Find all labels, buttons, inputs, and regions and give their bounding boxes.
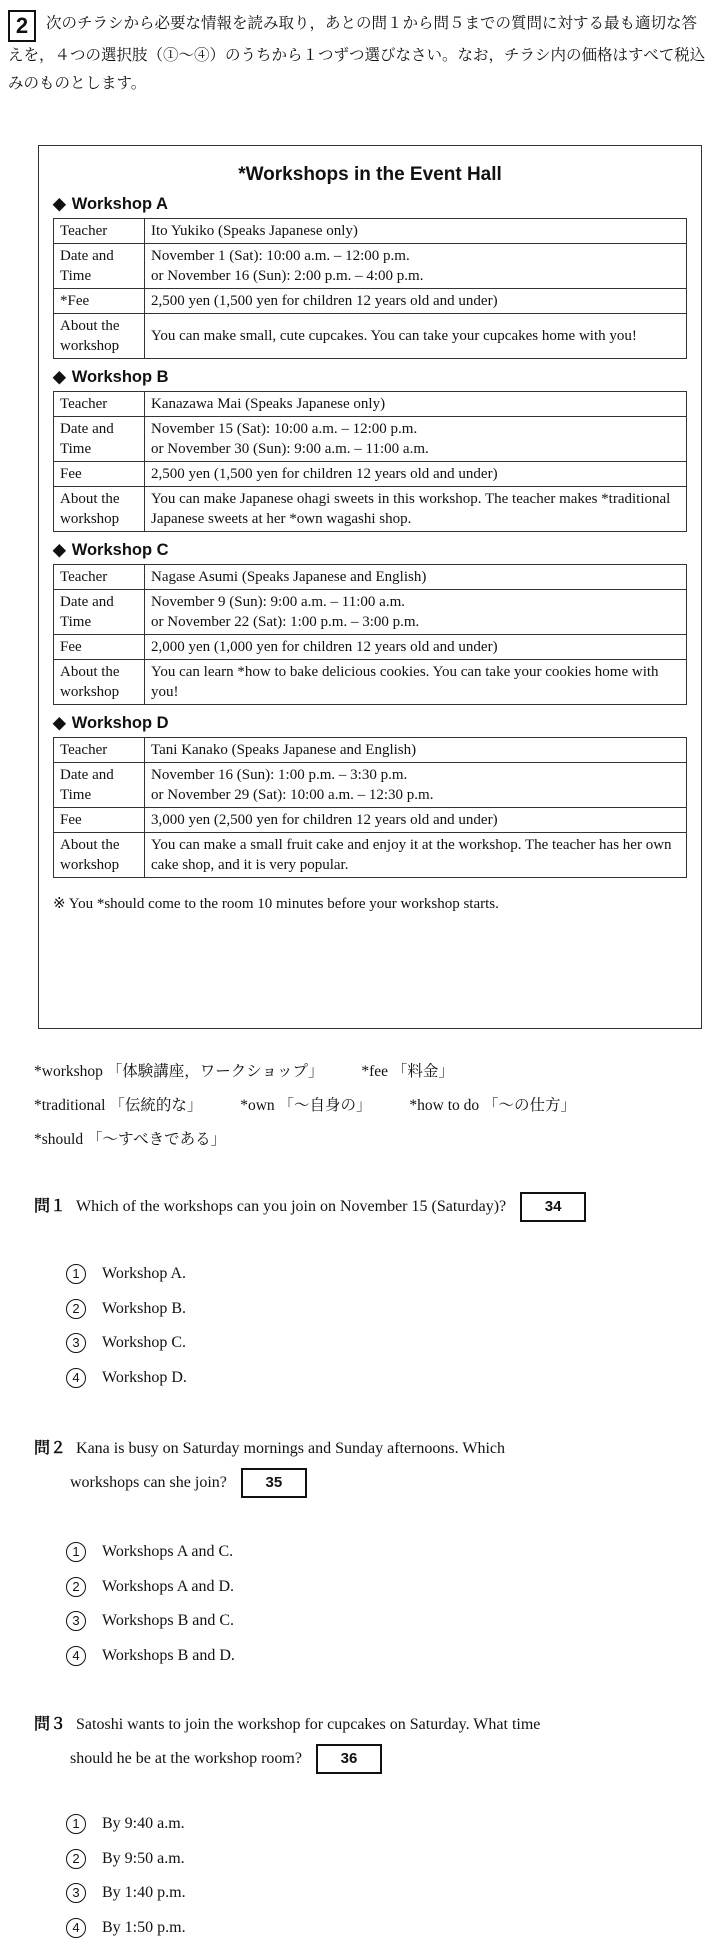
option[interactable] [66, 1292, 187, 1327]
option-marker: 3 [66, 1333, 86, 1353]
option-marker: 4 [66, 1646, 86, 1666]
option-text: Workshop C. [102, 1334, 187, 1351]
row-value-line: Ito Yukiko (Speaks Japanese only) [151, 223, 358, 239]
row-value [145, 590, 687, 635]
option-text: Workshops A and D. [102, 1577, 235, 1595]
row-label: Fee [54, 635, 145, 660]
option[interactable] [66, 1876, 186, 1911]
workshop-heading [53, 540, 687, 560]
option-marker: 1 [66, 1814, 86, 1834]
glossary-entry: *workshop 「体験講座，ワークショップ」 [34, 1063, 324, 1080]
row-label: Teacher [54, 392, 145, 417]
row-value [145, 833, 687, 878]
question-text: Satoshi wants to join the workshop for cupcakes on Saturday. What time [76, 1716, 541, 1733]
option-text: Workshop B. [102, 1299, 187, 1317]
option-marker: 1 [66, 1542, 86, 1562]
row-value-line: or November 22 (Sat): 1:00 p.m. – 3:00 p.m. [151, 614, 420, 630]
option[interactable] [66, 1842, 186, 1877]
flyer-title: *Workshops in the Event Hall [238, 164, 502, 185]
table-row [54, 565, 687, 590]
option-text: Workshops A and C. [102, 1543, 234, 1560]
answer-box[interactable]: 34 [520, 1192, 586, 1222]
row-value [145, 314, 687, 359]
workshop-name: Workshop B [71, 368, 169, 386]
diamond-icon: ◆ [53, 195, 66, 213]
table-row [54, 219, 687, 244]
row-value-line: 2,500 yen (1,500 yen for children 12 years old and under) [151, 466, 498, 482]
row-value-line: or November 30 (Sun): 9:00 a.m. – 11:00 a.m. [151, 441, 429, 457]
question-label: 問２ [34, 1440, 67, 1457]
table-row [54, 314, 687, 359]
workshop-section [53, 194, 687, 359]
question-text: Which of the workshops can you join on November 15 (Saturday)? [76, 1198, 507, 1215]
option-text: By 1:40 p.m. [102, 1884, 186, 1901]
row-value-line: Tani Kanako (Speaks Japanese and English) [151, 742, 417, 758]
option[interactable] [66, 1639, 235, 1674]
glossary [34, 1055, 610, 1157]
table-row [54, 244, 687, 289]
workshop-heading [53, 194, 687, 214]
diamond-icon: ◆ [53, 714, 66, 732]
option-marker: 4 [66, 1368, 86, 1388]
workshop-section [53, 540, 687, 705]
options-q2 [66, 1535, 235, 1673]
row-label: Fee [54, 462, 145, 487]
option[interactable] [66, 1361, 187, 1396]
row-value [145, 417, 687, 462]
option[interactable] [66, 1326, 187, 1361]
table-row [54, 487, 687, 532]
option-marker: 3 [66, 1883, 86, 1903]
row-value-line: 2,000 yen (1,000 yen for children 12 years old and under) [151, 639, 498, 655]
option-text: Workshop D. [102, 1368, 187, 1386]
option-marker: 1 [66, 1264, 86, 1284]
option-text: By 1:50 p.m. [102, 1918, 186, 1936]
row-label: Date and Time [54, 417, 145, 462]
workshop-name: Workshop C [71, 541, 169, 559]
row-value-line: 3,000 yen (2,500 yen for children 12 years old and under) [151, 812, 498, 828]
option-text: Workshops B and D. [102, 1646, 235, 1664]
answer-box[interactable]: 36 [316, 1744, 382, 1774]
question-text-continued: workshops can she join? [70, 1474, 227, 1491]
options-q3 [66, 1807, 186, 1945]
row-label: About the workshop [54, 487, 145, 532]
table-row [54, 590, 687, 635]
instruction-text: 次のチラシから必要な情報を読み取り，あとの問１から問５までの質問に対する最も適切な答えを，４つの選択肢（①～④）のうちから１つずつ選びなさい。なお，チラシ内の価格はすべて税込みのものとします。 [8, 15, 706, 92]
option[interactable] [66, 1570, 235, 1605]
row-value-line: You can make small, cute cupcakes. You can take your cupcakes home with you! [151, 328, 637, 344]
row-value-line: November 16 (Sun): 1:00 p.m. – 3:30 p.m. [151, 767, 408, 783]
question-2 [34, 1432, 704, 1500]
row-label: About the workshop [54, 833, 145, 878]
row-value [145, 808, 687, 833]
table-row [54, 635, 687, 660]
option[interactable] [66, 1257, 187, 1292]
row-value-line: or November 16 (Sun): 2:00 p.m. – 4:00 p.m. [151, 268, 424, 284]
row-value-line: You can learn *how to bake delicious cookies. You can take your cookies home with you! [151, 664, 659, 700]
row-value-line: November 1 (Sat): 10:00 a.m. – 12:00 p.m. [151, 248, 410, 264]
workshop-table [53, 391, 687, 532]
row-value [145, 635, 687, 660]
row-value-line: Nagase Asumi (Speaks Japanese and English) [151, 569, 427, 585]
row-value-line: November 9 (Sun): 9:00 a.m. – 11:00 a.m. [151, 594, 405, 610]
option-marker: 2 [66, 1849, 86, 1869]
option-text: By 9:50 a.m. [102, 1849, 185, 1867]
row-value [145, 392, 687, 417]
option-marker: 4 [66, 1918, 86, 1938]
table-row [54, 289, 687, 314]
row-value [145, 487, 687, 532]
workshop-table [53, 218, 687, 359]
workshop-table [53, 564, 687, 705]
table-row [54, 660, 687, 705]
workshop-heading [53, 713, 687, 733]
question-label: 問１ [34, 1198, 67, 1215]
question-label: 問３ [34, 1716, 67, 1733]
row-value [145, 462, 687, 487]
glossary-entry: *traditional 「伝統的な」 [34, 1097, 203, 1114]
option[interactable] [66, 1911, 186, 1945]
workshop-section [53, 713, 687, 878]
workshop-name: Workshop A [71, 195, 168, 213]
row-label: Teacher [54, 219, 145, 244]
option[interactable] [66, 1535, 235, 1570]
table-row [54, 808, 687, 833]
answer-box[interactable]: 35 [241, 1468, 307, 1498]
table-row [54, 417, 687, 462]
option[interactable] [66, 1604, 235, 1639]
question-text: Kana is busy on Saturday mornings and Sunday afternoons. Which [76, 1440, 505, 1457]
option-marker: 2 [66, 1299, 86, 1319]
glossary-entry: *should 「～すべきである」 [34, 1131, 227, 1148]
table-row [54, 392, 687, 417]
option-text: Workshops B and C. [102, 1612, 235, 1629]
diamond-icon: ◆ [53, 541, 66, 559]
row-value [145, 219, 687, 244]
option-marker: 2 [66, 1577, 86, 1597]
row-value [145, 660, 687, 705]
diamond-icon: ◆ [53, 368, 66, 386]
row-value [145, 763, 687, 808]
flyer [38, 145, 702, 1029]
row-value [145, 738, 687, 763]
row-label: About the workshop [54, 660, 145, 705]
question-3 [34, 1708, 704, 1776]
workshop-name: Workshop D [71, 714, 169, 732]
workshop-table [53, 737, 687, 878]
workshop-section [53, 367, 687, 532]
row-label: Date and Time [54, 590, 145, 635]
flyer-note: ※ You *should come to the room 10 minutes before your workshop starts. [53, 896, 499, 912]
options-q1 [66, 1257, 187, 1395]
glossary-line [34, 1055, 610, 1089]
section-number: 2 [8, 10, 36, 42]
workshop-heading [53, 367, 687, 387]
row-label: Date and Time [54, 244, 145, 289]
row-label: Fee [54, 808, 145, 833]
row-value-line: You can make a small fruit cake and enjoy it at the workshop. The teacher has her own cake shop, and it is very popular. [151, 837, 672, 873]
option-text: By 9:40 a.m. [102, 1815, 185, 1832]
option-text: Workshop A. [102, 1265, 187, 1282]
row-value-line: 2,500 yen (1,500 yen for children 12 years old and under) [151, 293, 498, 309]
option[interactable] [66, 1807, 186, 1842]
row-value-line: You can make Japanese ohagi sweets in this workshop. The teacher makes *traditional Japanese sweets at her *own wagashi shop. [151, 491, 671, 527]
glossary-line [34, 1089, 610, 1123]
row-value [145, 289, 687, 314]
row-value-line: or November 29 (Sat): 10:00 a.m. – 12:30 p.m. [151, 787, 434, 803]
row-label: Teacher [54, 565, 145, 590]
table-row [54, 763, 687, 808]
row-value [145, 244, 687, 289]
row-label: *Fee [54, 289, 145, 314]
glossary-line [34, 1123, 610, 1157]
glossary-entry: *own 「～自身の」 [240, 1097, 372, 1114]
table-row [54, 738, 687, 763]
instructions-header [8, 10, 708, 98]
table-row [54, 833, 687, 878]
row-label: About the workshop [54, 314, 145, 359]
workshop-list [39, 194, 701, 878]
glossary-entry: *how to do 「～の仕方」 [409, 1097, 577, 1114]
row-label: Teacher [54, 738, 145, 763]
glossary-entry: *fee 「料金」 [361, 1063, 454, 1080]
row-value-line: Kanazawa Mai (Speaks Japanese only) [151, 396, 386, 412]
question-text-continued: should he be at the workshop room? [70, 1750, 302, 1767]
row-label: Date and Time [54, 763, 145, 808]
question-1 [34, 1190, 704, 1224]
row-value-line: November 15 (Sat): 10:00 a.m. – 12:00 p.m. [151, 421, 418, 437]
option-marker: 3 [66, 1611, 86, 1631]
table-row [54, 462, 687, 487]
row-value [145, 565, 687, 590]
